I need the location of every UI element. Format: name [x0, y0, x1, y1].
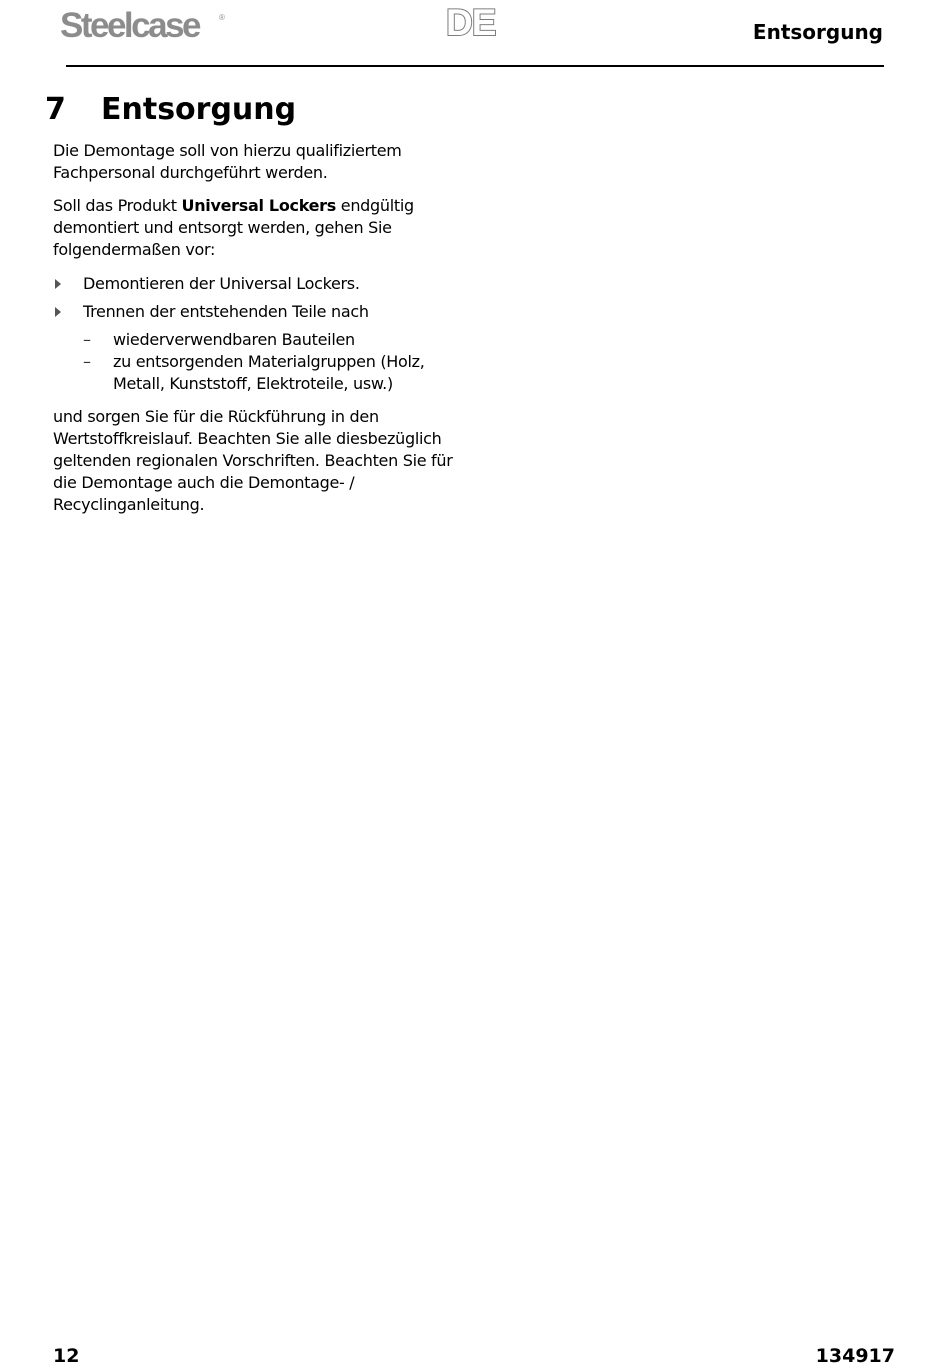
- text-line: Recyclinganleitung.: [53, 495, 205, 514]
- steelcase-logo: [60, 6, 199, 46]
- text-line: geltenden regionalen Vorschriften. Beachten Sie für: [53, 451, 453, 470]
- text-line: Fachpersonal durchgeführt werden.: [53, 163, 328, 182]
- text-line: Die Demontage soll von hierzu qualifiziertem: [53, 141, 402, 160]
- header-section-title: Entsorgung: [752, 20, 883, 44]
- text-line: Wertstoffkreislauf. Beachten Sie alle diesbezüglich: [53, 429, 442, 448]
- chapter-heading: [45, 90, 296, 130]
- dash-marker: –: [83, 352, 91, 371]
- list-item-text: Demontieren der Universal Lockers.: [83, 274, 360, 293]
- text-fragment: Soll das Produkt: [53, 196, 182, 215]
- sub-list-item-text: wiederverwendbaren Bauteilen: [113, 330, 355, 349]
- header-divider: [66, 65, 884, 67]
- language-code: DE: [446, 2, 496, 43]
- registered-mark: ®: [219, 13, 225, 22]
- text-line: und sorgen Sie für die Rückführung in den: [53, 407, 379, 426]
- sub-list-item-text: zu entsorgenden Materialgruppen (Holz,: [113, 352, 425, 371]
- product-name: Universal Lockers: [181, 196, 336, 215]
- text-fragment: endgültig: [335, 196, 414, 215]
- chapter-title: Entsorgung: [101, 92, 297, 127]
- chapter-number: 7: [45, 92, 66, 127]
- paragraph-intro: [53, 140, 453, 184]
- text-line: folgendermaßen vor:: [53, 240, 216, 259]
- text-line: demontiert und entsorgt werden, gehen Sie: [53, 218, 392, 237]
- dash-marker: –: [83, 330, 91, 349]
- page-number: 12: [53, 1345, 80, 1367]
- logo-text: Steelcase: [60, 6, 200, 45]
- text-line: die Demontage auch die Demontage- /: [53, 473, 355, 492]
- paragraph-instructions: [53, 195, 453, 261]
- sub-list-item-text: Metall, Kunststoff, Elektroteile, usw.): [113, 374, 393, 393]
- list-item-text: Trennen der entstehenden Teile nach: [83, 302, 369, 321]
- triangle-bullet-icon: [55, 307, 61, 317]
- text-line: [53, 195, 453, 217]
- triangle-bullet-icon: [55, 279, 61, 289]
- paragraph-recycling: [53, 406, 453, 516]
- document-number: 134917: [815, 1345, 895, 1367]
